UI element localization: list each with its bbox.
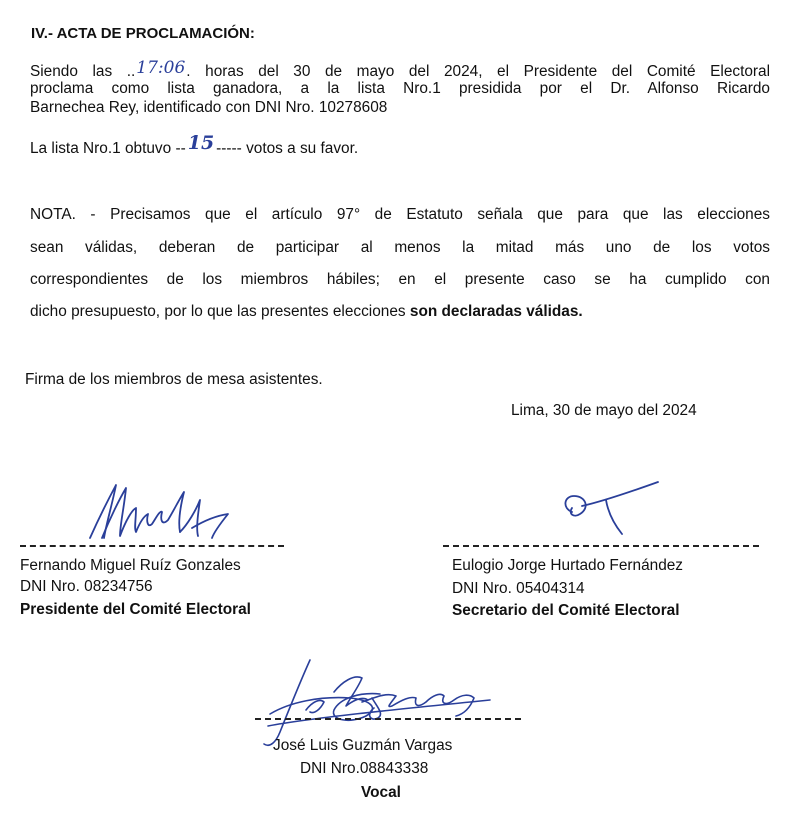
place-date: Lima, 30 de mayo del 2024 xyxy=(511,402,697,419)
president-dni: DNI Nro. 08234756 xyxy=(20,578,153,595)
secretary-name: Eulogio Jorge Hurtado Fernández xyxy=(452,557,684,574)
vocal-signature-line xyxy=(255,718,521,720)
signatures-intro: Firma de los miembros de mesa asistentes. xyxy=(25,371,323,388)
votes-prefix: La lista Nro.1 obtuvo xyxy=(30,140,172,157)
note-line-2: sean válidas, deberan de participar al menos la mitad más uno de los votos xyxy=(30,239,770,256)
proclamation-line-1 xyxy=(30,58,771,81)
section-title: IV.- ACTA DE PROCLAMACIÓN: xyxy=(31,25,255,42)
votes-line xyxy=(30,132,359,158)
proclamation-line-3: Barnechea Rey, identificado con DNI Nro. 10278608 xyxy=(30,99,388,116)
proclamation-line-2: proclama como lista ganadora, a la lista Nro.1 presidida por el Dr. Alfonso Ricardo xyxy=(30,80,770,97)
secretary-dni: DNI Nro. 05404314 xyxy=(452,580,585,597)
handwritten-time: 17:06 xyxy=(136,58,186,78)
president-signature-line xyxy=(20,545,284,547)
note-line-1: NOTA. - Precisamos que el artículo 97° de Estatuto señala que para que las elecciones xyxy=(30,206,770,223)
secretary-signature-line xyxy=(443,545,759,547)
vocal-dni: DNI Nro.08843338 xyxy=(300,760,429,777)
vocal-name: José Luis Guzmán Vargas xyxy=(273,737,453,754)
votes-blank: -- 15 ----- xyxy=(175,132,247,157)
note-line-4 xyxy=(30,303,583,321)
president-name: Fernando Miguel Ruíz Gonzales xyxy=(20,557,241,574)
votes-suffix: votos a su favor. xyxy=(246,140,359,157)
secretary-role: Secretario del Comité Electoral xyxy=(452,602,680,619)
president-signature xyxy=(80,480,240,550)
vocal-role: Vocal xyxy=(361,784,401,801)
proclamation-suffix: horas del 30 de mayo del 2024, el Presidente del Comité Electoral xyxy=(205,63,771,80)
president-role: Presidente del Comité Electoral xyxy=(20,601,251,618)
note-line-4-bold: son declaradas válidas. xyxy=(409,303,583,320)
proclamation-prefix: Siendo las xyxy=(30,63,113,80)
time-blank: ..17:06. xyxy=(112,58,206,80)
handwritten-votes: 15 xyxy=(187,132,215,154)
note-line-3: correspondientes de los miembros hábiles; en el presente caso se ha cumplido con xyxy=(30,271,770,288)
secretary-signature xyxy=(560,478,670,538)
note-line-4-text: dicho presupuesto, por lo que las presentes elecciones xyxy=(30,303,406,320)
